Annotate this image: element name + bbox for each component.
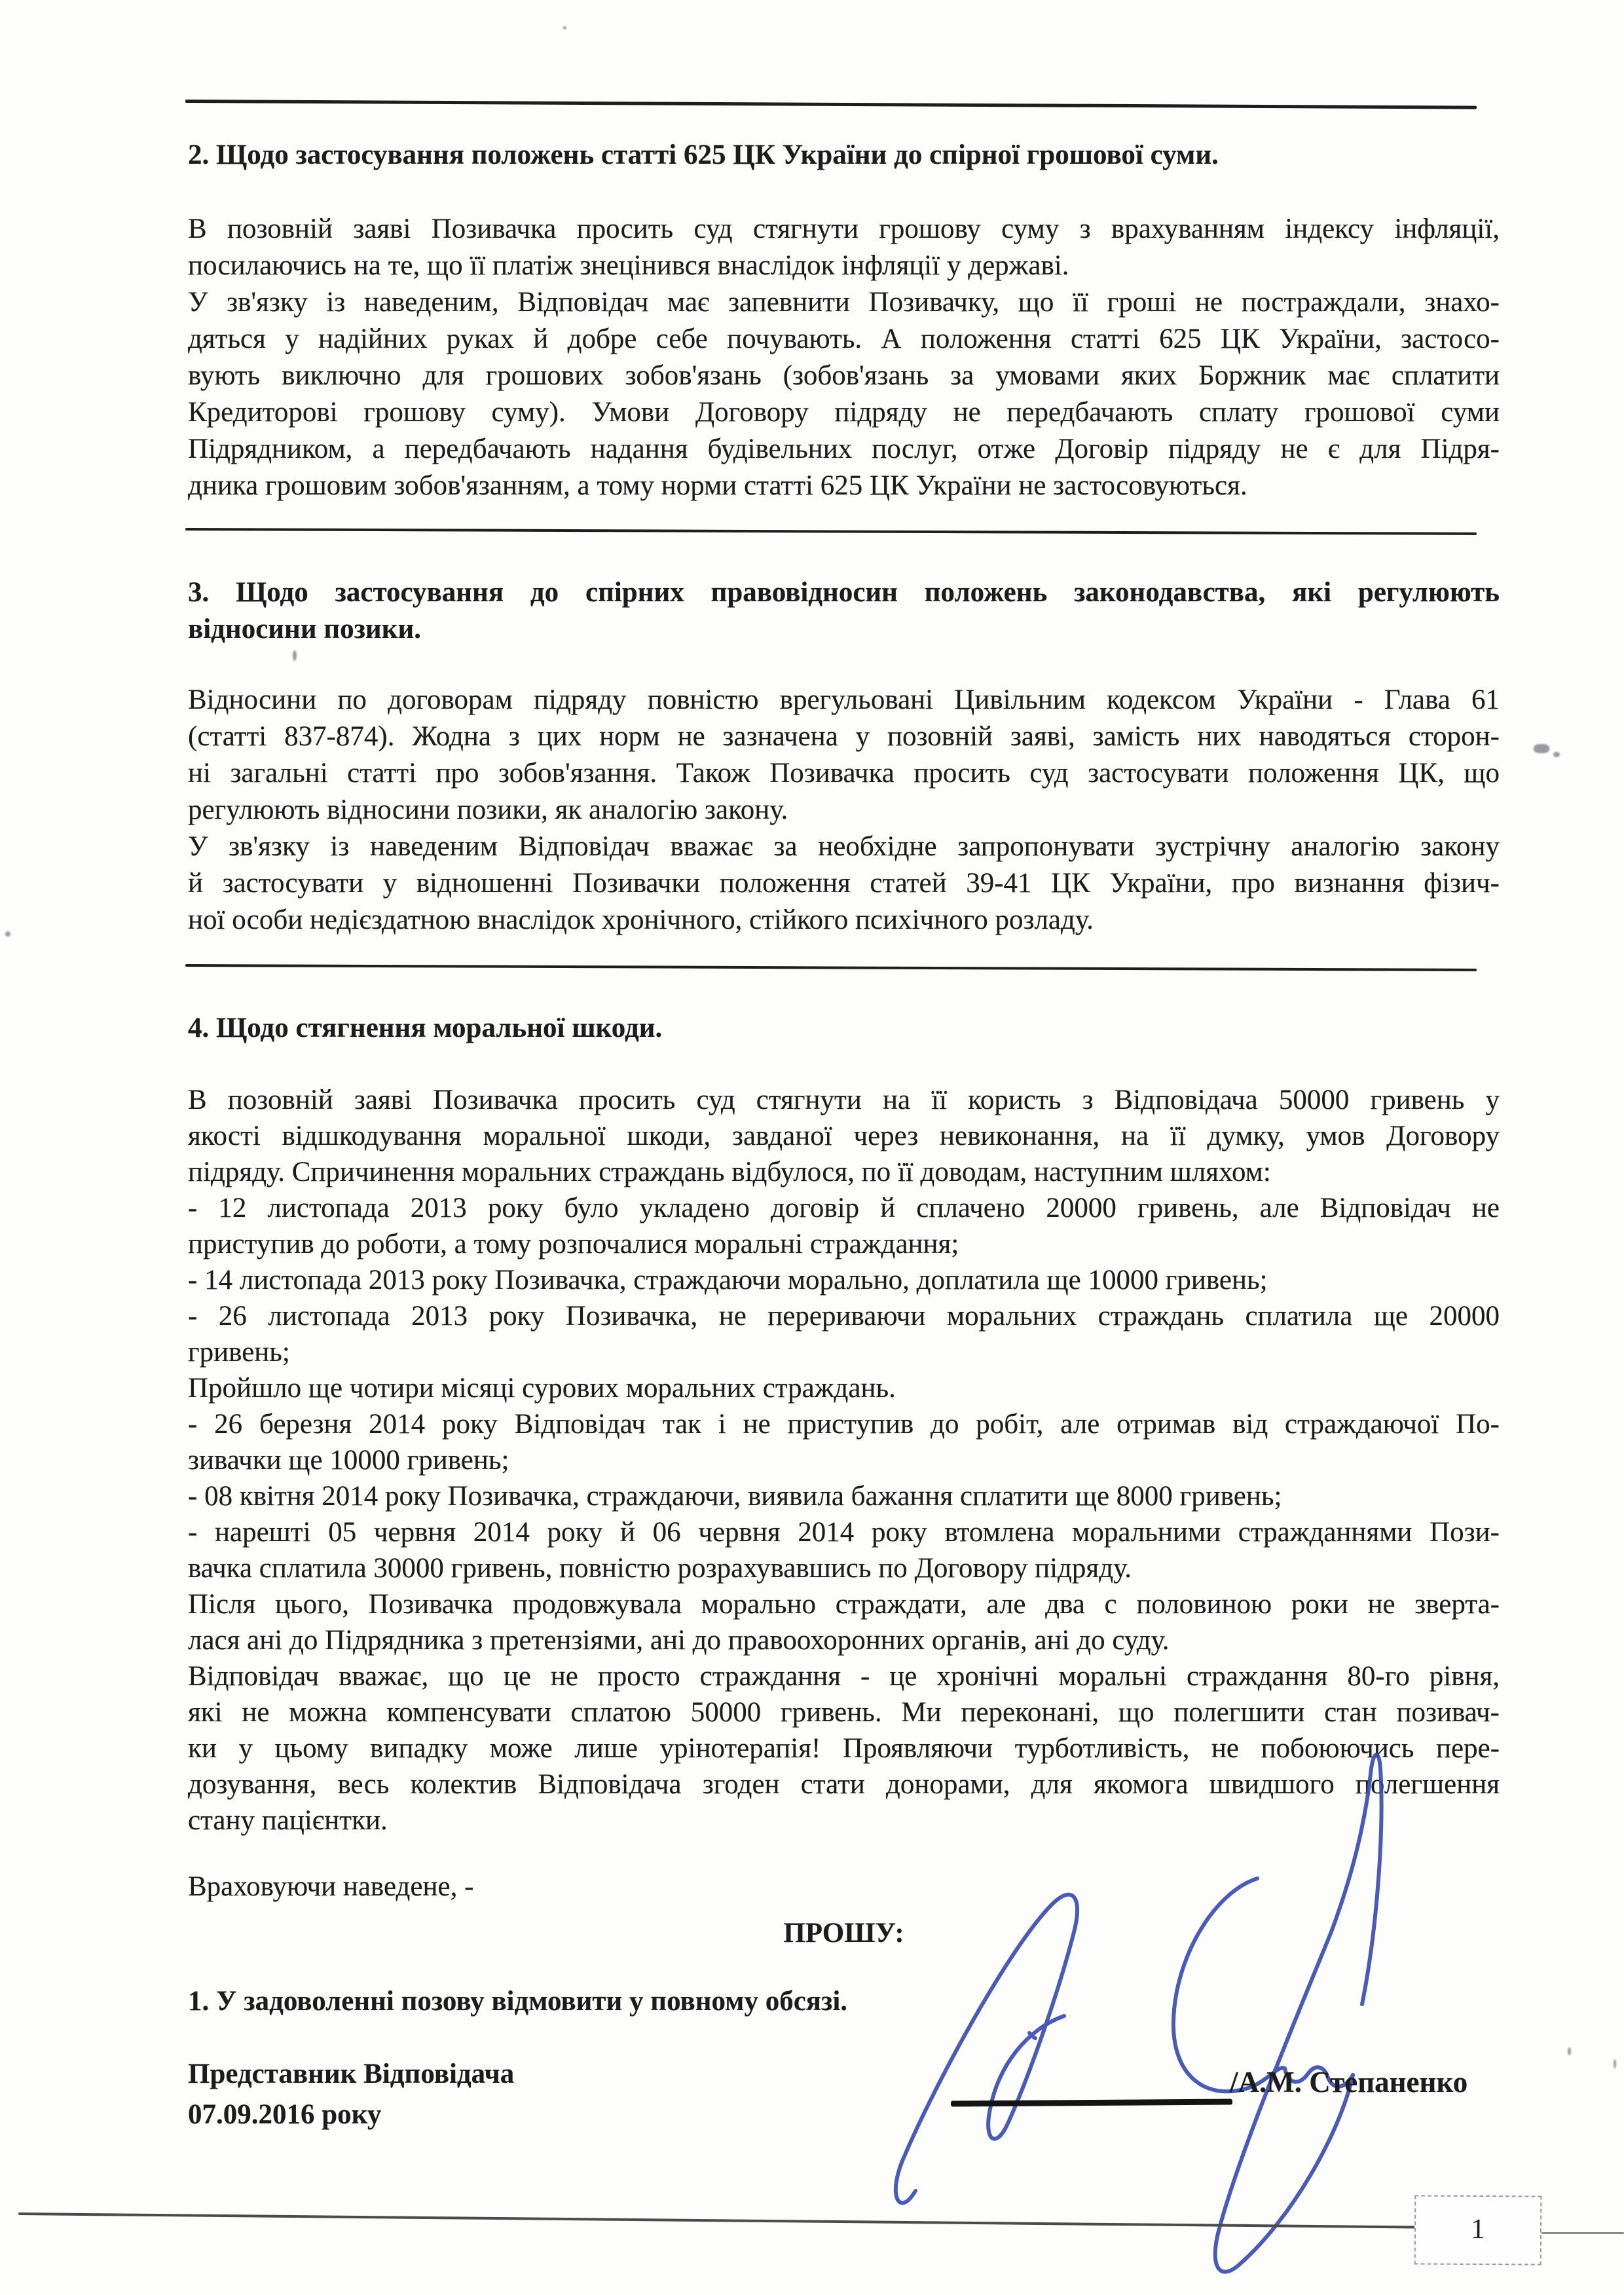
scan-speck <box>5 931 10 937</box>
text-line: Відносини по договорам підряду повністю врегульовані Цивільним кодексом України - Глава 61 <box>188 684 1500 715</box>
text-line: Кредиторові грошову суму). Умови Договору підряду не передбачають сплату грошової суми <box>188 397 1500 428</box>
text-line: вачка сплатила 30000 гривень, повністю розрахувавшись по Договору підряду. <box>188 1553 1132 1584</box>
text-line: - 26 березня 2014 року Відповідач так і не приступив до робіт, але отримав від страждаючої По- <box>188 1409 1500 1440</box>
text-line: й застосувати у відношенні Позивачки положення статей 39-41 ЦК України, про визнання фізич- <box>188 868 1500 899</box>
text-line: - нарешті 05 червня 2014 року й 06 червня 2014 року втомлена моральними стражданнями Пози- <box>188 1517 1500 1548</box>
signature-stroke <box>896 1895 1077 2203</box>
text-line: Після цього, Позивачка продовжувала морально страждати, але два с половиною роки не зверта- <box>188 1589 1500 1620</box>
text-line: В позовній заяві Позивачка просить суд стягнути грошову суму з врахуванням індексу інфляції, <box>188 214 1500 244</box>
text-line: - 12 листопада 2013 року було укладено договір й сплачено 20000 гривень, але Відповідач не <box>188 1193 1500 1223</box>
heading-line: 3. Щодо застосування до спірних правовідносин положень законодавства, які регулюють <box>188 577 1500 608</box>
text-line: посилаючись на те, що її платіж знецінився внаслідок інфляції у державі. <box>188 250 1069 281</box>
text-line: Враховуючи наведене, - <box>188 1871 474 1902</box>
text-line: дяться у надійних руках й добре себе почувають. А положення статті 625 ЦК України, застосо- <box>188 324 1500 354</box>
text-line: регулюють відносини позики, як аналогію закону. <box>188 794 788 825</box>
text-line: стану пацієнтки. <box>188 1805 388 1836</box>
section-3-heading <box>188 574 1500 648</box>
page-number-box <box>1414 2195 1542 2265</box>
text-line: (статті 837-874). Жодна з цих норм не зазначена у позовній заяві, замість них наводяться сторон- <box>188 721 1500 752</box>
section-4-heading <box>188 1010 1500 1047</box>
section-2-body <box>188 211 1500 504</box>
text-line: Відповідач вважає, що це не просто страждання - це хронічні моральні страждання 80-го рівня, <box>188 1661 1500 1692</box>
text-line: ні загальні статті про зобов'язання. Також Позивачка просить суд застосувати положення ЦК, що <box>188 758 1500 789</box>
scan-speck <box>563 26 566 29</box>
text-line: Підрядником, а передбачають надання будівельних послуг, отже Договір підряду не є для Підря- <box>188 434 1500 464</box>
text-line: - 14 листопада 2013 року Позивачка, страждаючи морально, доплатила ще 10000 гривень; <box>188 1265 1268 1296</box>
text-line: 1. У задоволенні позову відмовити у повному обсязі. <box>188 1986 848 2017</box>
text-line: приступив до роботи, а тому розпочалися моральні страждання; <box>188 1229 959 1259</box>
text-line: які не можна компенсувати сплатою 50000 гривень. Ми переконані, що полегшити стан позивач- <box>188 1697 1500 1728</box>
section-4-body <box>188 1082 1500 1838</box>
signature-stroke <box>1215 1755 1382 2272</box>
signatory-name: /А.М. Степаненко <box>1230 2066 1468 2099</box>
signatory-block <box>188 2054 514 2135</box>
scan-speck <box>293 650 297 661</box>
text-line: підряду. Спричинення моральних страждань відбулося, по її доводам, наступним шляхом: <box>188 1157 1271 1187</box>
heading-line: відносини позики. <box>188 614 421 644</box>
text-line: якості відшкодування моральної шкоди, завданої через невиконання, на її думку, умов Договору <box>188 1121 1500 1151</box>
section-2-heading <box>188 137 1500 174</box>
text-line: зивачки ще 10000 гривень; <box>188 1445 509 1476</box>
text-line: - 26 листопада 2013 року Позивачка, не перериваючи моральних страждань сплатила ще 20000 <box>188 1301 1500 1332</box>
page-number: 1 <box>1471 2213 1485 2245</box>
section-3-body <box>188 682 1500 939</box>
text-line: - 08 квітня 2014 року Позивачка, страждаючи, виявила бажання сплатити ще 8000 гривень; <box>188 1481 1282 1512</box>
text-line: лася ані до Підрядника з претензіями, ані до правоохоронних органів, ані до суду. <box>188 1625 1170 1656</box>
signature-date: 07.09.2016 року <box>188 2099 382 2130</box>
text-line: У зв'язку із наведеним Відповідач вважає за необхідне запропонувати зустрічну аналогію закону <box>188 831 1500 862</box>
signature-stroke <box>1173 1878 1353 2091</box>
heading-line: ПРОШУ: <box>783 1918 904 1949</box>
signatory-role: Представник Відповідача <box>188 2059 515 2089</box>
text-line: вують виключно для грошових зобов'язань (зобов'язань за умовами яких Боржник має сплатити <box>188 360 1500 391</box>
scan-speck <box>1614 2059 1616 2068</box>
section-separator-rule <box>185 964 1477 971</box>
text-line: У зв'язку із наведеним, Відповідач має запевнити Позивачку, що її гроші не постраждали, знахо- <box>188 287 1500 318</box>
heading-line: 4. Щодо стягнення моральної шкоди. <box>188 1013 663 1043</box>
text-line: ки у цьому випадку може лише урінотерапія! Проявляючи турботливість, не побоюючись пере- <box>188 1733 1500 1764</box>
text-line: дозування, весь колектив Відповідача згоден стати донорами, для якомога швидшого полегшення <box>188 1769 1500 1800</box>
footer-rule-right <box>1538 2232 1624 2234</box>
section-separator-rule <box>185 528 1477 535</box>
top-separator-rule <box>185 100 1477 109</box>
text-line: Пройшло ще чотири місяці сурових моральних страждань. <box>188 1373 896 1404</box>
handwritten-signature <box>871 1729 1460 2295</box>
text-line: В позовній заяві Позивачка просить суд стягнути на її користь з Відповідача 50000 гривень у <box>188 1085 1500 1115</box>
heading-line: 2. Щодо застосування положень статті 625 ЦК України до спірної грошової суми. <box>188 140 1219 170</box>
scan-smudge <box>1534 744 1549 753</box>
scan-smudge <box>1553 752 1560 757</box>
text-line: ної особи недієздатною внаслідок хронічного, стійкого психічного розладу. <box>188 905 1094 935</box>
text-line: дника грошовим зобов'язанням, а тому норми статті 625 ЦК України не застосовуються. <box>188 470 1247 501</box>
scan-speck <box>1568 2047 1571 2055</box>
text-line: гривень; <box>188 1337 290 1368</box>
